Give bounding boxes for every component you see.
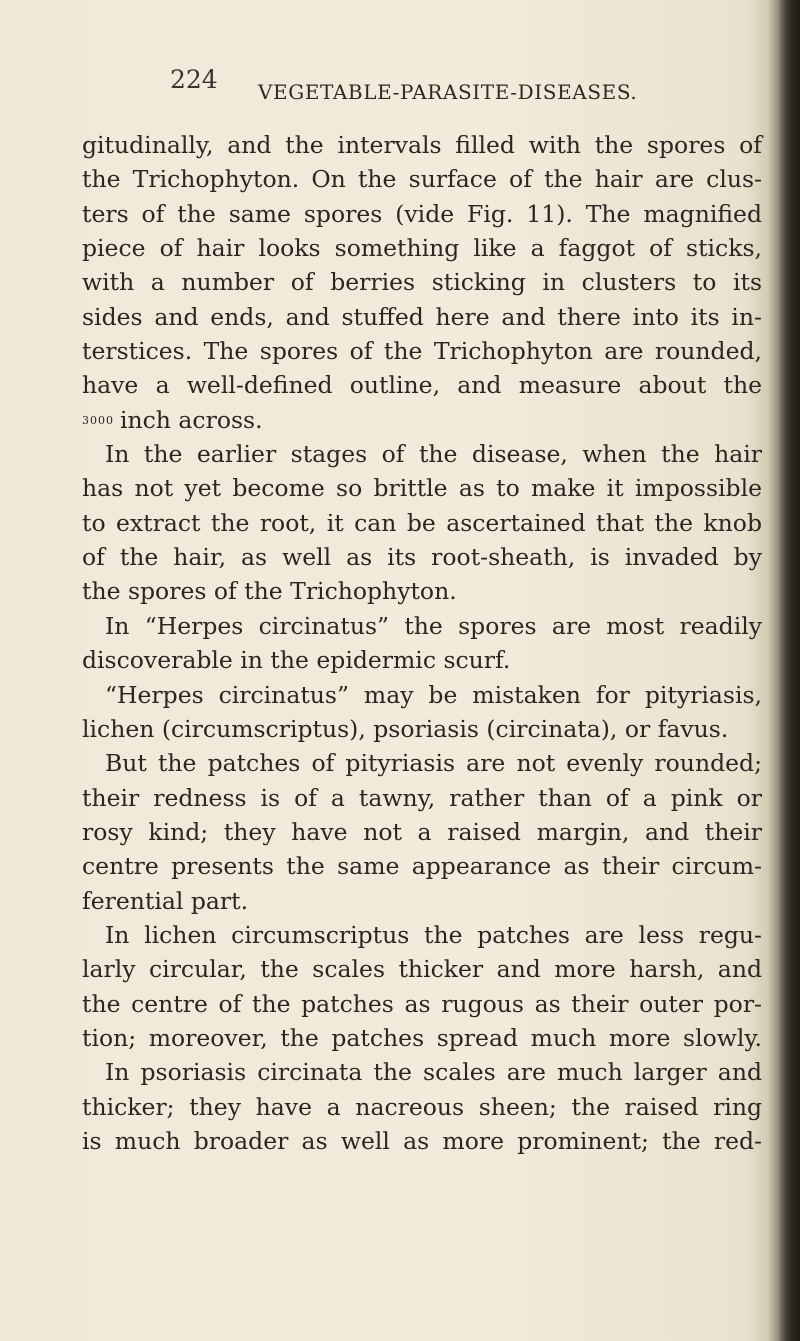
text-line: to extract the root, it can be ascertained that the knob: [82, 508, 762, 537]
text-line: discoverable in the epidermic scurf.: [82, 646, 511, 675]
paragraph-start: In the earlier stages of the disease, when the hair: [105, 440, 762, 469]
text-line: their redness is of a tawny, rather than of a pink or: [82, 783, 762, 812]
paragraph-start: In lichen circumscriptus the patches are less regu-: [105, 920, 762, 949]
binding-shadow: [778, 0, 800, 1341]
text-line: is much broader as well as more prominent; the red-: [82, 1126, 762, 1155]
text-line: thicker; they have a nacreous sheen; the raised ring: [82, 1092, 762, 1121]
text-line: ters of the same spores (vide Fig. 11). The magnified: [82, 199, 762, 228]
text-line: centre presents the same appearance as their circum-: [82, 852, 762, 881]
text-span: inch across.: [120, 405, 263, 434]
text-line: with a number of berries sticking in clusters to its: [82, 268, 762, 297]
text-line: has not yet become so brittle as to make it impossible: [82, 474, 762, 503]
text-line: terstices. The spores of the Trichophyton are rounded,: [82, 337, 762, 366]
text-line: the centre of the patches as rugous as their outer por-: [82, 989, 762, 1018]
text-line: the spores of the Trichophyton.: [82, 577, 457, 606]
text-line: piece of hair looks something like a faggot of sticks,: [82, 234, 762, 263]
page-number: 224: [170, 65, 218, 94]
running-head: VEGETABLE-PARASITE-DISEASES.: [258, 80, 638, 104]
text-line: larly circular, the scales thicker and more harsh, and: [82, 955, 762, 984]
text-line: of the hair, as well as its root-sheath, is invaded by: [82, 543, 762, 572]
text-line-fraction: [82, 403, 762, 437]
text-line: tion; moreover, the patches spread much more slowly.: [82, 1023, 762, 1052]
paragraph-start: In “Herpes circinatus” the spores are most readily: [105, 611, 762, 640]
text-line: ferential part.: [82, 886, 249, 915]
text-line: rosy kind; they have not a raised margin, and their: [82, 817, 762, 846]
paragraph-start: But the patches of pityriasis are not evenly rounded;: [105, 749, 762, 778]
text-line: sides and ends, and stuffed here and there into its in-: [82, 302, 762, 331]
paragraph-start: “Herpes circinatus” may be mistaken for pityriasis,: [105, 680, 762, 709]
text-line: have a well-defined outline, and measure about the: [82, 371, 762, 400]
text-line: lichen (circumscriptus), psoriasis (circinata), or favus.: [82, 714, 729, 743]
text-line: the Trichophyton. On the surface of the hair are clus-: [82, 165, 762, 194]
fraction: 3000: [82, 413, 114, 427]
text-line: gitudinally, and the intervals filled with the spores of: [82, 131, 762, 159]
body-text: [82, 128, 762, 1158]
paragraph-start: In psoriasis circinata the scales are much larger and: [105, 1058, 762, 1087]
